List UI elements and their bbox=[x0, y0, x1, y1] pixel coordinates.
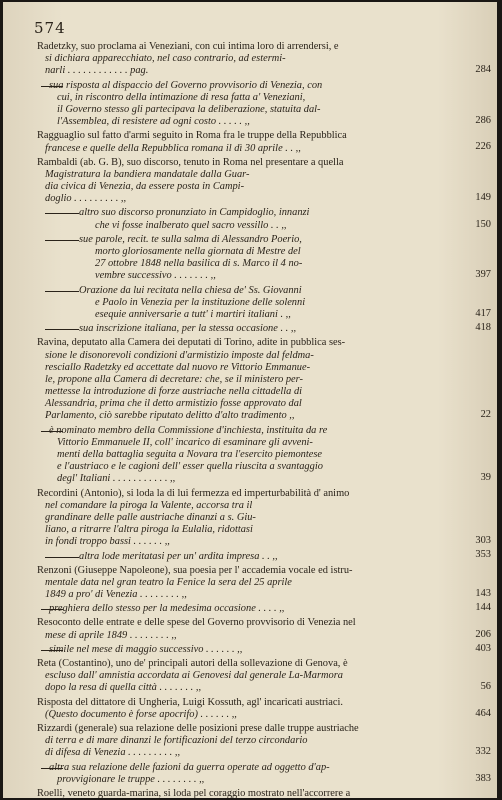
entry-line: altra lode meritatasi per un' ardita impresa . . ,, bbox=[79, 550, 278, 562]
entry-line: nel comandare la piroga la Valente, accorsa tra il bbox=[45, 499, 253, 511]
entry-line: le, propone alla Camera di decretare: che, se il ministero per- bbox=[45, 373, 303, 385]
entry-dash bbox=[41, 431, 63, 432]
page-reference: 22 bbox=[480, 409, 491, 421]
entry-line: mese di aprile 1849 . . . . . . . . ,, bbox=[45, 629, 177, 641]
page-reference: 284 bbox=[475, 64, 491, 76]
entry-line: Vittorio Emmanuele II, coll' incarico di esaminare gli avveni- bbox=[57, 436, 313, 448]
page-reference: 464 bbox=[475, 707, 491, 719]
entry-line: e Paolo in Venezia per la instituzione delle solenni bbox=[95, 296, 306, 308]
entry-line: Reta (Costantino), uno de' principali autori della sollevazione di Genova, è bbox=[37, 658, 348, 669]
entry-line: Rambaldi (ab. G. B), suo discorso, tenuto in Roma nel presentare a quella bbox=[37, 156, 344, 168]
entry-line: grandinare delle palle austriache dinanzi a s. Giu- bbox=[45, 511, 256, 523]
index-entry bbox=[3, 41, 497, 78]
entry-line: escluso dall' amnistia accordata ai Genovesi dal generale La-Marmora bbox=[45, 670, 343, 682]
index-subentry bbox=[3, 762, 497, 786]
entry-line: Resoconto delle entrate e delle spese del Governo provvisorio di Venezia nel bbox=[37, 617, 356, 629]
entry-line: cui, in riscontro della intimazione di resa fatta a' Veneziani, bbox=[57, 91, 306, 103]
entry-line: degl' Italiani . . . . . . . . . . . ,, bbox=[57, 473, 176, 485]
entry-line: sue parole, recit. te sulla salma di Alessandro Poerio, bbox=[79, 233, 302, 245]
page-reference: 286 bbox=[475, 115, 491, 127]
index-subentry bbox=[3, 551, 497, 563]
entry-line: esequie anniversarie a tutt' i martiri italiani . ,, bbox=[95, 308, 291, 320]
index-entry bbox=[3, 565, 497, 602]
index-entry bbox=[3, 723, 497, 760]
entry-line: è nominato membro della Commissione d'inchiesta, instituita da re bbox=[49, 424, 328, 436]
entry-line: mettesse la introduzione di forze austriache nella cittadella di bbox=[45, 386, 303, 398]
entry-line: mentale data nel gran teatro la Fenice la sera del 25 aprile bbox=[45, 576, 292, 588]
page-reference: 149 bbox=[475, 192, 491, 204]
entry-line: Alessandria, prima che il detto armistizio fosse approvato dal bbox=[45, 398, 302, 410]
entry-line: Rizzardi (generale) sua relazione delle posizioni prese dalle truppe austriache bbox=[37, 722, 359, 734]
entry-line: provvigionare le truppe . . . . . . . . ,, bbox=[57, 773, 205, 785]
index-subentry bbox=[3, 285, 497, 322]
entry-dash bbox=[41, 768, 63, 769]
index-subentry bbox=[3, 323, 497, 335]
entry-line: si dichiara apparecchiato, nel caso contrario, ad estermi- bbox=[45, 53, 286, 65]
page-reference: 397 bbox=[475, 269, 491, 281]
index-subentry bbox=[3, 425, 497, 486]
page-reference: 150 bbox=[475, 218, 491, 230]
index-entry bbox=[3, 617, 497, 641]
entry-line: Recordini (Antonio), si loda la di lui fermezza ed imperturbabilità d' animo bbox=[37, 487, 350, 499]
entry-line: Ragguaglio sul fatto d'armi seguito in Roma fra le truppe della Repubblica bbox=[37, 130, 347, 142]
entry-line: Parlamento, ciò sarebbe riputato delitto d'alto tradimento ,, bbox=[45, 410, 295, 422]
page-reference: 332 bbox=[475, 746, 491, 758]
index-subentry bbox=[3, 234, 497, 283]
entry-dash bbox=[45, 291, 79, 292]
entry-line: narli . . . . . . . . . . . . pag. bbox=[45, 65, 149, 77]
entry-line: simile nel mese di maggio successivo . . . . . . ,, bbox=[49, 643, 243, 655]
entry-line: (Questo documento è forse apocrifo) . . . . . . ,, bbox=[45, 708, 237, 720]
index-entry bbox=[3, 697, 497, 721]
index-entry bbox=[3, 130, 497, 154]
entry-line: francese e quelle della Repubblica romana il dì 30 aprile . . ,, bbox=[45, 142, 301, 154]
entry-dash bbox=[41, 650, 63, 651]
entry-line: Roelli, veneto guarda-marina, si loda pel coraggio mostrato nell'accorrere a bbox=[37, 787, 351, 798]
page-reference: 144 bbox=[475, 602, 491, 614]
entry-line: sione le disonorevoli condizioni d'armistizio imposte dal feldma- bbox=[45, 349, 314, 361]
entry-line: liano, a ritrarre l'altra piroga la Eulalia, ridottasi bbox=[45, 524, 253, 536]
entry-line: Ravina, deputato alla Camera dei deputati di Torino, adite in pubblica ses- bbox=[37, 337, 346, 349]
index-entry bbox=[3, 337, 497, 422]
entry-line: sua risposta al dispaccio del Governo provvisorio di Venezia, con bbox=[49, 79, 323, 91]
page-reference: 226 bbox=[475, 141, 491, 153]
page-reference: 39 bbox=[480, 472, 491, 484]
entry-line: altra sua relazione delle fazioni da guerra operate ad oggetto d'ap- bbox=[49, 761, 330, 773]
index-entry bbox=[3, 658, 497, 695]
entry-line: 27 ottobre 1848 nella basilica di s. Marco il 4 no- bbox=[95, 258, 303, 270]
book-page bbox=[3, 2, 497, 798]
entry-line: Magistratura la bandiera mandatale dalla Guar- bbox=[45, 168, 250, 180]
entry-dash bbox=[45, 329, 79, 330]
index-subentry bbox=[3, 207, 497, 231]
entry-line: menti della battaglia seguita a Novara tra l'esercito piemontese bbox=[57, 449, 323, 460]
page-reference: 303 bbox=[475, 535, 491, 547]
entry-line: doglio . . . . . . . . . ,, bbox=[45, 193, 127, 205]
entry-line: di difesa di Venezia . . . . . . . . . ,, bbox=[45, 747, 181, 759]
entry-line: Risposta del dittatore di Ungheria, Luigi Kossuth, agl' incaricati austriaci. bbox=[37, 696, 344, 708]
entry-dash bbox=[45, 240, 79, 241]
entry-line: Renzoni (Giuseppe Napoleone), sua poesia per l' accademia vocale ed istru- bbox=[37, 564, 353, 576]
entry-line: altro suo discorso pronunziato in Campidoglio, innanzi bbox=[79, 207, 310, 219]
entry-line: preghiera dello stesso per la medesima occasione . . . . ,, bbox=[49, 603, 285, 615]
entry-line: Orazione da lui recitata nella chiesa de' Ss. Giovanni bbox=[79, 284, 302, 296]
entry-line: dia civica di Venezia, da essere posta in Campi- bbox=[45, 181, 245, 193]
page-reference: 383 bbox=[475, 772, 491, 784]
page-reference: 143 bbox=[475, 588, 491, 600]
page-reference: 353 bbox=[475, 549, 491, 561]
entry-dash bbox=[45, 213, 79, 214]
index-subentry bbox=[3, 644, 497, 656]
page-reference: 418 bbox=[475, 322, 491, 334]
page-reference: 417 bbox=[475, 307, 491, 319]
entry-line: e l'austriaco e le cagioni dell' esser quella riuscita a svantaggio bbox=[57, 461, 323, 473]
entry-line: 1849 a pro' di Venezia . . . . . . . . ,, bbox=[45, 589, 187, 601]
entry-dash bbox=[41, 609, 63, 610]
entry-dash bbox=[41, 86, 63, 87]
entry-line: dopo la resa di quella città . . . . . . . ,, bbox=[45, 682, 202, 694]
index-subentry bbox=[3, 80, 497, 129]
entry-line: sua inscrizione italiana, per la stessa occasione . . ,, bbox=[79, 323, 297, 335]
entry-line: Radetzky, suo proclama ai Veneziani, con cui intima loro di arrendersi, e bbox=[37, 41, 339, 52]
index-entries bbox=[3, 41, 497, 798]
index-entry bbox=[3, 488, 497, 549]
page-reference: 206 bbox=[475, 628, 491, 640]
index-subentry bbox=[3, 603, 497, 615]
entry-dash bbox=[45, 557, 79, 558]
entry-line: l'Assemblea, di resistere ad ogni costo . . . . . ,, bbox=[57, 116, 250, 128]
page-reference: 56 bbox=[480, 681, 491, 693]
index-entry bbox=[3, 788, 497, 798]
index-entry bbox=[3, 157, 497, 206]
entry-line: che vi fosse inalberato quel sacro vessillo . . ,, bbox=[95, 219, 287, 231]
entry-line: di terra e di mare dinanzi le fortificazioni del terzo circondario bbox=[45, 735, 308, 747]
page-reference: 403 bbox=[475, 642, 491, 654]
entry-line: in fondi troppo bassi . . . . . . ,, bbox=[45, 536, 170, 548]
page-number: 574 bbox=[34, 19, 66, 37]
entry-line: vembre successivo . . . . . . . ,, bbox=[95, 270, 216, 282]
entry-line: morto gloriosamente nella giornata di Mestre del bbox=[95, 246, 301, 257]
entry-line: il Governo stesso gli partecipava la deliberazione, statuita dal- bbox=[57, 103, 321, 115]
entry-line: resciallo Radetzky ed accettate dal nuovo re Vittorio Emmanue- bbox=[45, 361, 311, 373]
